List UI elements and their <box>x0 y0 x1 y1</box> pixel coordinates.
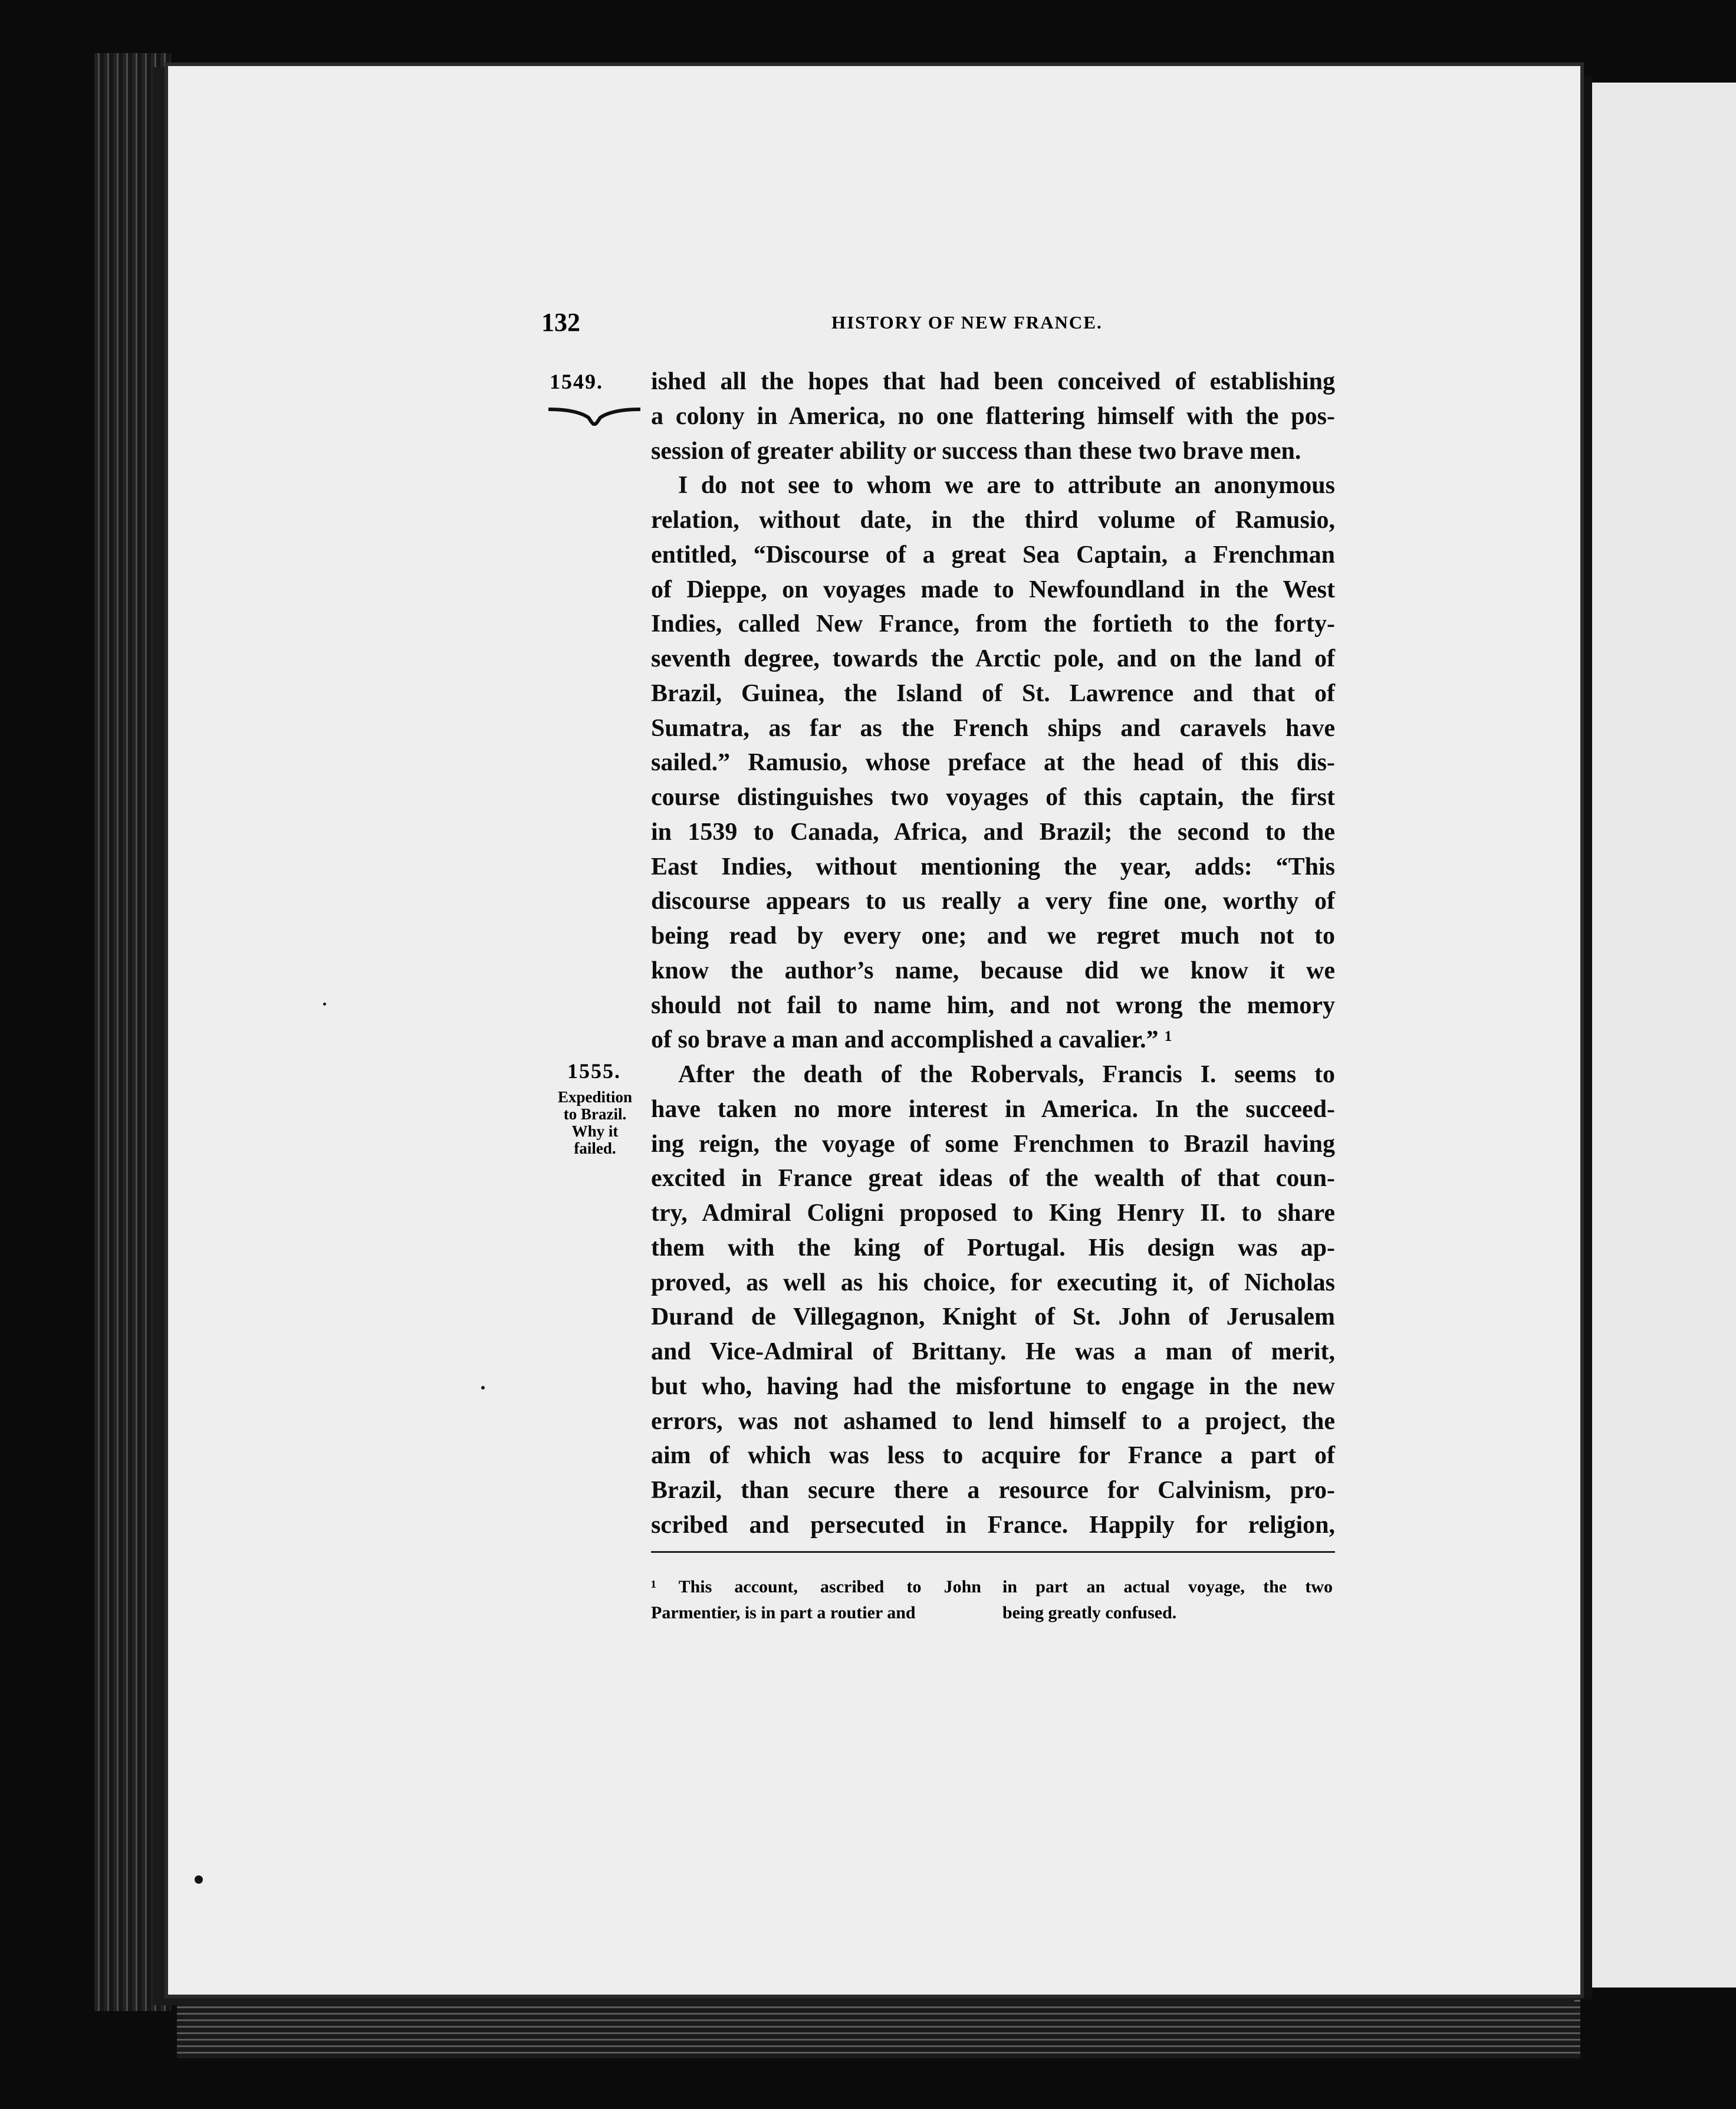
footnote-line: being greatly confused. <box>1002 1603 1177 1622</box>
scan-speck <box>195 1875 203 1884</box>
footnote-line: in part an actual voyage, the two <box>1002 1577 1333 1596</box>
text-line: in 1539 to Canada, Africa, and Brazil; the second to the <box>651 818 1335 846</box>
text-line: relation, without date, in the third volume of Ramusio, <box>651 507 1335 534</box>
facing-page-edge <box>1592 83 1736 1988</box>
text-line: course distinguishes two voyages of this captain, the first <box>651 784 1335 811</box>
text-line: East Indies, without mentioning the year, adds: “This <box>651 853 1335 881</box>
text-line: errors, was not ashamed to lend himself to a project, the <box>651 1407 1335 1435</box>
page-number: 132 <box>541 308 580 337</box>
text-line: Brazil, Guinea, the Island of St. Lawrence and that of <box>651 679 1335 707</box>
footnote-column-right <box>1002 1574 1333 1626</box>
text-line: being read by every one; and we regret much not to <box>651 922 1335 950</box>
text-line: aim of which was less to acquire for France a part of <box>651 1442 1335 1470</box>
text-line: ished all the hopes that had been conceived of establishing <box>651 368 1335 395</box>
text-line: try, Admiral Coligni proposed to King Henry II. to share <box>651 1200 1335 1227</box>
text-line: should not fail to name him, and not wrong the memory <box>651 991 1335 1019</box>
footnote-column-left <box>651 1574 981 1626</box>
page-gutter <box>1580 77 1592 1999</box>
text-line: entitled, “Discourse of a great Sea Captain, a Frenchman <box>651 541 1335 569</box>
brace-ornament <box>547 406 642 426</box>
body-text <box>651 364 1335 1543</box>
margin-note-line: failed. <box>574 1139 616 1157</box>
text-line: seventh degree, towards the Arctic pole, and on the land of <box>651 645 1335 672</box>
text-line: Indies, called New France, from the fortieth to the forty- <box>651 610 1335 638</box>
footnote-line: ¹ This account, ascribed to John <box>651 1577 981 1596</box>
margin-year-1555: 1555. <box>567 1059 621 1083</box>
text-line: ing reign, the voyage of some Frenchmen to Brazil having <box>651 1130 1335 1158</box>
margin-note-line: Why it <box>571 1122 619 1140</box>
book-spine <box>94 53 171 2011</box>
text-line: excited in France great ideas of the wealth of that coun- <box>651 1165 1335 1193</box>
text-line: but who, having had the misfortune to engage in the new <box>651 1372 1335 1400</box>
text-line: a colony in America, no one flattering himself with the pos- <box>651 402 1335 430</box>
text-line: scribed and persecuted in France. Happily for religion, <box>651 1511 1335 1539</box>
text-line: Durand de Villegagnon, Knight of St. John of Jerusalem <box>651 1303 1335 1331</box>
text-line: and Vice-Admiral of Brittany. He was a man of merit, <box>651 1338 1335 1365</box>
scan-speck <box>481 1386 485 1389</box>
text-line: sailed.” Ramusio, whose preface at the head of this dis- <box>651 749 1335 777</box>
text-line: Sumatra, as far as the French ships and caravels have <box>651 714 1335 742</box>
scan-speck <box>323 1003 326 1006</box>
footnote-rule <box>651 1551 1335 1553</box>
running-head: HISTORY OF NEW FRANCE. <box>831 312 1103 333</box>
footnote-line: Parmentier, is in part a routier and <box>651 1603 916 1622</box>
text-line: After the death of the Robervals, Francis I. seems to <box>678 1061 1335 1088</box>
text-line: them with the king of Portugal. His design was ap- <box>651 1234 1335 1262</box>
page-header <box>541 307 1155 343</box>
margin-note-line: Expedition <box>557 1088 633 1106</box>
page-stack-edge <box>177 1993 1580 2058</box>
text-line: of so brave a man and accomplished a cavalier.” ¹ <box>651 1026 1172 1054</box>
text-line: Brazil, than secure there a resource for Calvinism, pro- <box>651 1477 1335 1504</box>
text-line: session of greater ability or success than these two brave men. <box>651 437 1301 465</box>
text-line: have taken no more interest in America. In the succeed- <box>651 1095 1335 1123</box>
margin-year-1549: 1549. <box>550 370 603 393</box>
text-line: know the author’s name, because did we know it we <box>651 957 1335 984</box>
text-line: proved, as well as his choice, for executing it, of Nicholas <box>651 1269 1335 1296</box>
text-line: discourse appears to us really a very fine one, worthy of <box>651 888 1335 915</box>
text-line: I do not see to whom we are to attribute an anonymous <box>678 472 1335 500</box>
text-line: of Dieppe, on voyages made to Newfoundland in the West <box>651 576 1335 603</box>
margin-note <box>531 1089 659 1157</box>
margin-note-line: to Brazil. <box>563 1105 627 1123</box>
